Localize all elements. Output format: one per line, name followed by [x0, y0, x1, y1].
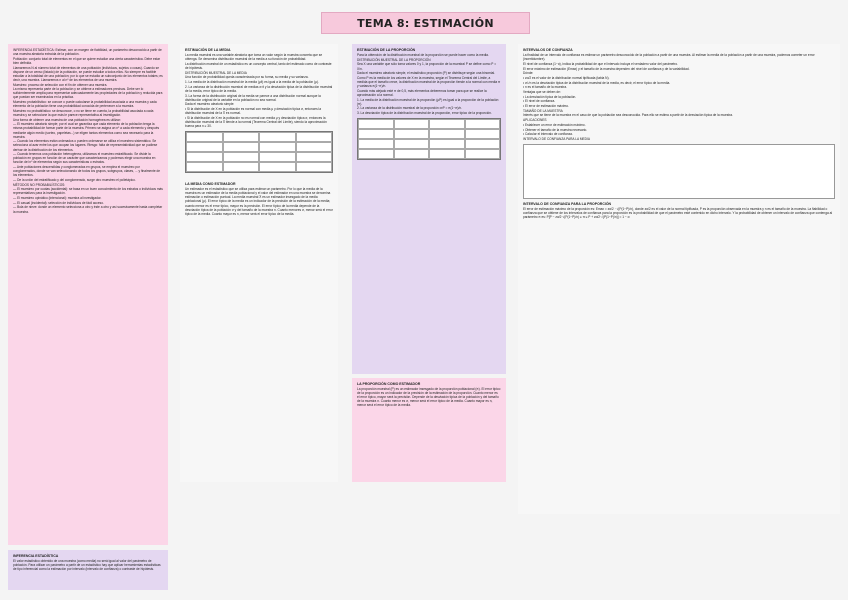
paragraph: Interés que se tiene de la muestra en el caso de que la población sea desconocida. Para ello se estima a partir de la desviación típica de la muestra. [523, 113, 733, 118]
inferencia-footer-text: El valor estadístico obtenido de una muestra (como media) no será igual al valor del parámetro de población. Para utilizar un parámetro a partir de un estadístico hay que aplicar herramientas estadísticas de tipo inferencial como la estimación por intervalo (intervalo de confianza) o contraste de hipótesis. [13, 559, 161, 572]
paragraph: — Cuando tenemos una población heterogénea, utilizamos el muestreo estratificado. Se divide la población en grupos en función de un carácter que caracterizamos y podemos elegir una muestra en función del nº de elementos según sus características o estratos. [13, 152, 156, 165]
proporcion-estimator-section [352, 378, 506, 482]
paragraph: • El nivel de confianza. [523, 99, 556, 104]
media-estimator-text: Un estimador es el estadístico que se utiliza para estimar un parámetro. Por lo que la media de la muestra es un estimador de la media poblacional y el valor del estimador en una muestra se denomina estimación o estimación puntual. La media muestral X̄ es un estimador insesgado de la media poblacional (μ). El error típico de la media es un indicador de la precisión de la estimación de la media; cuanto menor es el error típico, mayor es la precisión. El error típico de la media depende de la desviación típica de la población σ y del tamaño de la muestra n. Cuanto menores σ, menor será el error típico de la media. Cuanto mayor es n, menor será el error típico de la media. [185, 187, 333, 216]
paragraph: Muestreo probabilístico: se conoce o puede calcularse la probabilidad asociada a una muestra y cada elemento de la población tiene una probabilidad conocida de pertenecer a la muestra. [13, 100, 157, 109]
page-title: TEMA 8: ESTIMACIÓN [321, 12, 530, 34]
paragraph: Sea X una variable que sólo toma valores 0 y 1, la proporción de la muestral P se define como P = X/n. [357, 62, 497, 71]
paragraph: 3. La forma de la distribución original de la media se parece a una distribución normal aunque la distribución original de la variable en la población no sea normal. [185, 93, 321, 102]
proporcion-estimator-text: La proporción muestral (P) es un estimador insesgado de la proporción poblacional (π). El error típico de la proporción es un indicador de la precisión de la estimación de la proporción. Cuanto menor es el error típico, mayor será la precisión. Depende de la desviación típica de la población y del tamaño de la muestra n. Cuanto menor es σ, menor será el error típico de la media. Cuanto mayor es n, menor será el error típico de la media. [357, 387, 501, 408]
paragraph: • Calcular el intervalo de confianza. [523, 132, 573, 137]
paragraph: • zα/2 es el valor de la distribución normal tipificada (tabla N). [523, 75, 610, 80]
paragraph: — Ante poblaciones descendidas y conglomeradas en grupos, se emplea el muestreo por conglomerados, donde se van seleccionando de todos los grupos, subgrupos, clases, ... y finalmente de los elementos. [13, 165, 161, 178]
paragraph: — El muestreo por cuotas (accidental): se basa en un buen conocimiento de los estratos o individuos más representativos para la investigación. [13, 187, 163, 196]
paragraph: • La desviación típica de la población. [523, 94, 577, 99]
paragraph: Población: conjunto total de elementos en el que se quiere estudiar una cierta característica. Debe estar bien definida. [13, 56, 161, 65]
paragraph: APLICACIONES [523, 118, 547, 123]
paragraph: — El muestreo opinático (intencional): muestra al investigador. [13, 196, 102, 201]
intervalos-media-table [523, 144, 835, 199]
inferencia-footer-section [8, 550, 168, 590]
intervalos-proporcion-heading: INTERVALO DE CONFIANZA PARA LA PROPORCIÓN [523, 201, 612, 206]
intervalos-proporcion-text: El error de estimación máximo de la proporción es: Emax = zα/2 · √(P(1−P)/n), donde zα/2 es el valor de la normal tipificada, P es la proporción observada en la muestra y n es el tamaño de la muestra. La fiabilidad o confianza que se obtiene de los intervalos de confianza para la proporción es la probabilidad de que el parámetro esté contenido en dicho intervalo. Y la probabilidad de obtener un intervalo de confianza que contenga al parámetro π es: P[P − zα/2·√(P(1−P)/n) ≤ π ≤ P + zα/2·√(P(1−P)/n)] = 1 − α [523, 207, 833, 220]
intervalos-heading: INTERVALOS DE CONFIANZA [523, 48, 573, 52]
paragraph: — Bola de nieve: donde un elemento selecciona a otro y éste a otro y así sucesivamente hasta completar la muestra. [13, 205, 163, 214]
paragraph: TAMAÑO DE LA MUESTRA [523, 108, 563, 113]
paragraph: El error máximo de estimación (Emax) y el tamaño de la muestra dependen del nivel de confianza y de la variabilidad. [523, 66, 690, 71]
paragraph: • σ/√n es la desviación típica de la distribución muestral de la media, es decir, el error típico de la media. [523, 80, 671, 85]
paragraph: Ventajas que se deben de: [523, 90, 561, 94]
paragraph: DISTRIBUCIÓN MUESTRAL DE LA MEDIA [185, 70, 247, 75]
paragraph: INFERENCIA ESTADÍSTICA: Estimar, con un margen de fiabilidad, un parámetro desconocido a partir de una muestra aleatoria extraída de la población. [13, 48, 162, 57]
proporcion-heading: ESTIMACIÓN DE LA PROPORCIÓN [357, 48, 416, 52]
paragraph: La finalidad de un intervalo de confianza es estimar un parámetro desconocido de la población a partir de una muestra. Al estimar la media de la población a partir de una muestra, podemos cometer un error (incertidumbre). [523, 53, 815, 62]
paragraph: • Obtener el tamaño de la muestra necesario. [523, 127, 588, 132]
paragraph: Una función de probabilidad queda caracterizada por su forma, su media y su varianza. [185, 75, 309, 80]
paragraph: • Establecer un error de estimación máximo. [523, 122, 586, 127]
proporcion-section [352, 44, 506, 374]
paragraph: 2. La varianza de la distribución muestral de medias σ²x̄ y la desviación típica de la distribución muestral de la media, error típico de la media. [185, 84, 333, 93]
paragraph: INTERVALO DE CONFIANZA PARA LA MEDIA [523, 136, 590, 141]
proporcion-estimator-heading: LA PROPORCIÓN COMO ESTIMADOR [357, 382, 421, 386]
proporcion-body [357, 53, 501, 115]
paragraph: Dada el muestreo aleatorio simple: [185, 102, 235, 107]
media-estimator-heading: LA MEDIA COMO ESTIMADOR [185, 182, 236, 187]
paragraph: 2. La varianza de la distribución muestral de la proporción σ²P = π(1−π)/n. [357, 106, 462, 111]
paragraph: La misma representa parte de la población y se obtiene a estimadores precisos. Debe ser lo suficientemente amplia para representar adecuadamente las propiedades de la población y reducida para que puedan ser examinados en la práctica. [13, 87, 163, 100]
inferencia-body [13, 48, 163, 214]
paragraph: Cuando más alejado esté π de 0,5, más elementos deberemos tomar para que se realice la aproximación a la normal. [357, 88, 487, 97]
paragraph: Para la obtención de la distribución muestral de la proporción se puede hacer como la media. [357, 53, 489, 58]
paragraph: Dada el muestreo aleatorio simple, el estadístico proporción (P) se distribuye según una binomial. [357, 71, 496, 76]
paragraph: — De la unión del estratificado y del conglomerado, surge otro muestreo el polietápico. [13, 177, 136, 182]
paragraph: Una forma de obtener una muestra de una población homogénea es utilizar: [13, 117, 121, 122]
media-body [185, 53, 333, 128]
paragraph: MÉTODOS NO PROBABILÍSTICOS: [13, 182, 66, 187]
paragraph: • El error de estimación máximo. [523, 104, 569, 109]
paragraph: 1. La media de la distribución muestral de la media (μx̄) es igual a la media de la población (μ). [185, 80, 319, 85]
paragraph: 3. La desviación típica de la distribución muestral de la proporción, error típico de la proporción. [357, 111, 492, 116]
intervalos-body [523, 53, 835, 141]
paragraph: • Si la distribución de X en la población no es normal con media μ y desviación típica σ, entonces la distribución muestral de la X̄ tiende a la normal (Teorema Central del Límite), siendo la aproximación buena para n ≥ 30. [185, 115, 327, 128]
paragraph: — El muestreo aleatorio simple; por el cual se garantiza que cada elemento de la población tenga la misma probabilidad de formar parte de la muestra. Primero se asigna un nº a cada elemento y después mediante algún medio (sorteo, papeletas...) se eligen tantos elementos como sea necesario para la muestra. [13, 122, 160, 139]
paragraph: — El casual (incidental): selección de individuos de fácil acceso. [13, 200, 104, 205]
paragraph: Muestreo: proceso de selección con el fin de obtener una muestra. [13, 82, 108, 87]
paragraph: La media muestral es una variable aleatoria que toma un valor según la muestra concreta que se obtenga. Se denomina distribución muestral de la media a su función de probabilidad. [185, 53, 323, 62]
paragraph: Dónde: [523, 71, 534, 76]
paragraph: • n es el tamaño de la muestra. [523, 85, 567, 90]
paragraph: Muestreo no probabilístico: se desconoce, o no se tiene en cuenta, la probabilidad asociada a cada muestra y se seleccione la que más le parece representativa al investigador. [13, 108, 154, 117]
media-section [180, 44, 338, 482]
media-heading: ESTIMACIÓN DE LA MEDIA [185, 48, 231, 52]
paragraph: El nivel de confianza (1−α), indica la probabilidad de que el intervalo incluya el verdadero valor del parámetro. [523, 61, 679, 66]
media-summary-table [185, 131, 333, 173]
paragraph: 1. La media de la distribución muestral de la proporción (μP) es igual a la proporción de la población (π). [357, 97, 499, 106]
inferencia-footer-heading: INFERENCIA ESTADÍSTICA [13, 554, 59, 558]
intervalos-section [518, 44, 840, 514]
paragraph: La distribución muestral de un estadístico es un concepto central, tanto del estimado como de contraste de hipótesis. [185, 61, 332, 70]
paragraph: Llamaremos N al número total de elementos de una población (individuos, sujetos o cosas). Cuando se dispone de un censo (listado) de la población, se puede estudiar a todos ellos. No siempre es factible estudiar a la totalidad de una población; por lo que se estudia un subconjunto de los elementos totales; es decir, una muestra. Llamaremos n al nº de los elementos de una muestra. [13, 65, 163, 82]
paragraph: DISTRIBUCIÓN MUESTRAL DE LA PROPORCIÓN [357, 57, 431, 62]
inferencia-section [8, 44, 168, 545]
paragraph: • Si la distribución de X en la población es normal con media μ y desviación típica σ, entonces la distribución muestral de la X̄ es normal. [185, 106, 322, 116]
paragraph: — Cuando los elementos están ordenados o pueden ordenarse se utiliza el muestreo sistemático. Se selecciona al azar entre los que ocupan los lugares. Riesgo: falta de representatividad que se pudiese derivar de la distribución de los elementos. [13, 139, 158, 152]
proporcion-summary-table [357, 118, 501, 160]
paragraph: Como P es la media de los valores de X en la muestra, según el Teorema Central del Límite, a medida que el tamaño crece, la distribución muestral de la proporción tiende a la normal con media π y varianza π(1−π)/n. [357, 75, 501, 89]
